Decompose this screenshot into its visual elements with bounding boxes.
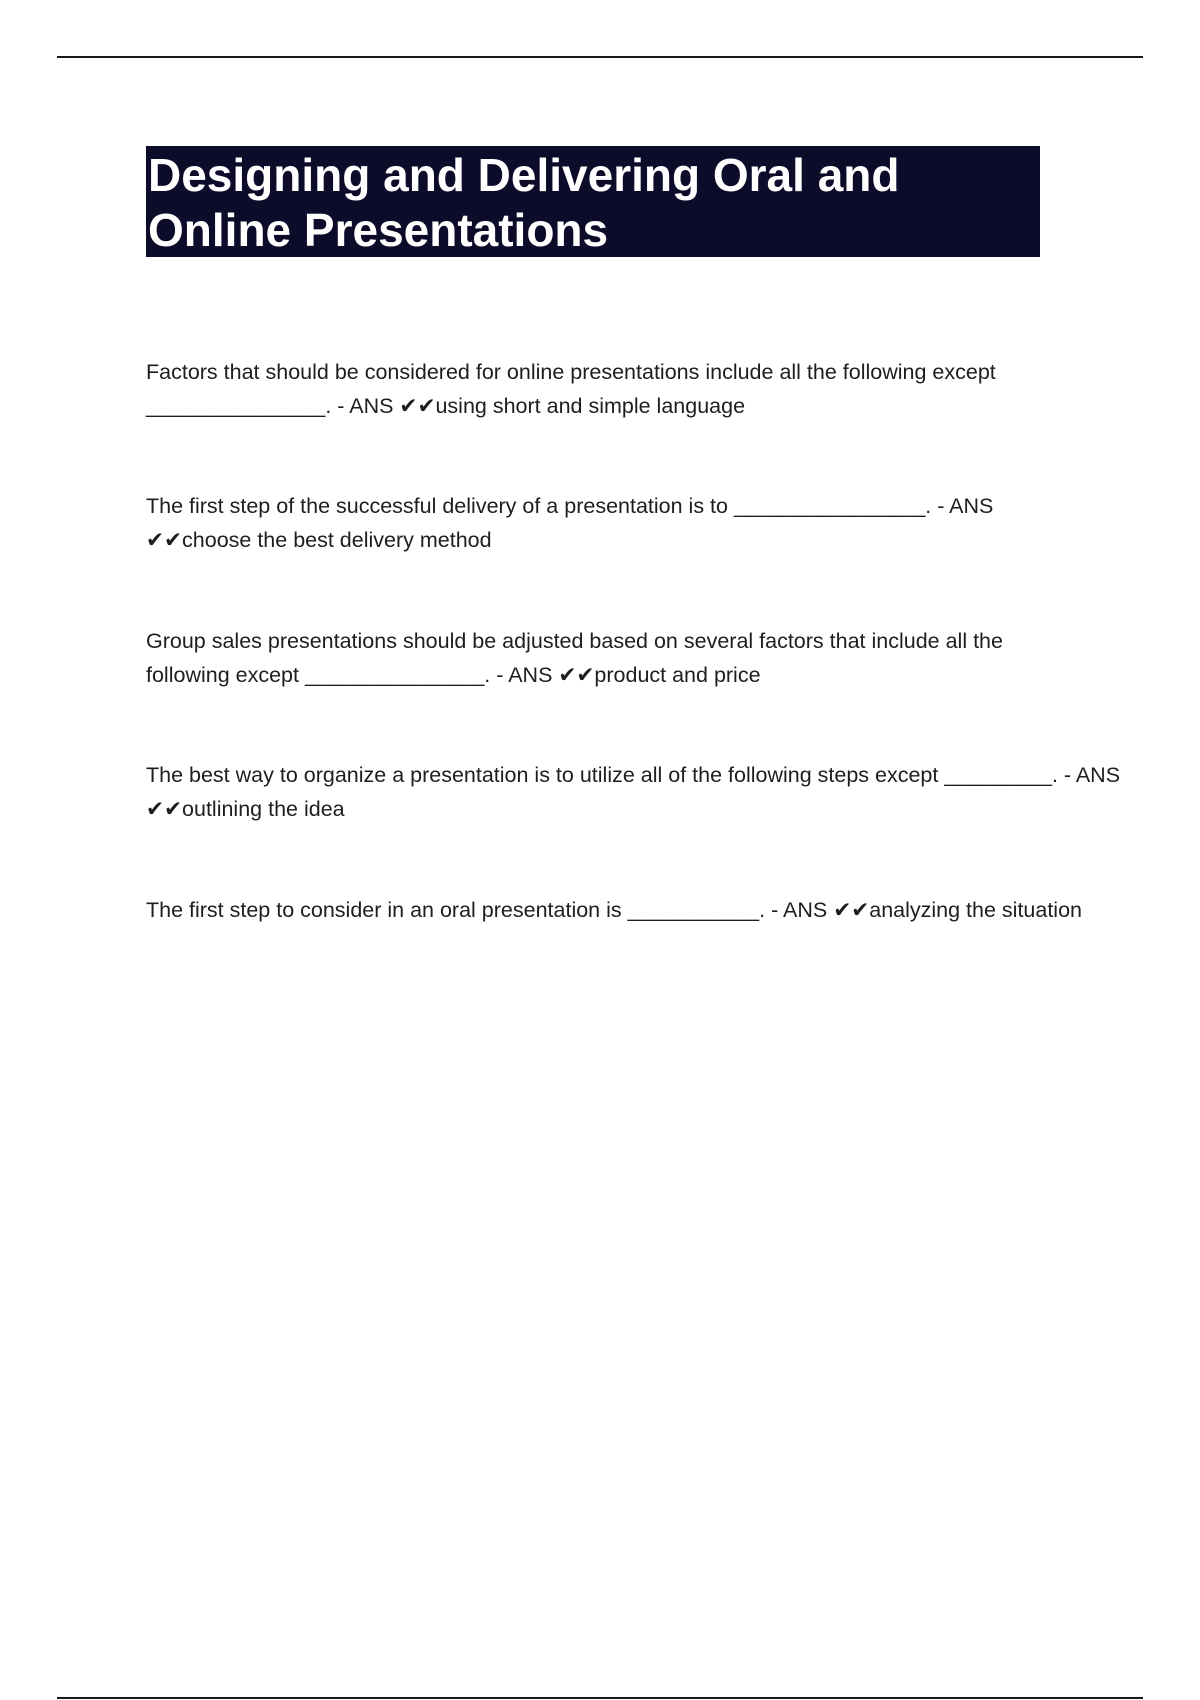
qa-item: The best way to organize a presentation is to utilize all of the following steps except _________. - ANS ✔✔outlining the idea [146, 763, 1121, 821]
top-rule [57, 56, 1143, 58]
qa-item: The first step of the successful delivery of a presentation is to ________________. - ANS ✔✔choose the best delivery method [146, 494, 994, 552]
bottom-rule [57, 1697, 1143, 1699]
title-banner [146, 146, 1040, 257]
page-title: Designing and Delivering Oral and Online Presentations [148, 149, 900, 256]
qa-item: Group sales presentations should be adjusted based on several factors that include all the following except _______________. - ANS ✔✔product and price [146, 629, 1003, 687]
qa-item: Factors that should be considered for online presentations include all the following except _______________. - ANS ✔✔using short and simple language [146, 360, 996, 418]
qa-item: The first step to consider in an oral presentation is ___________. - ANS ✔✔analyzing the situation [146, 898, 1082, 922]
